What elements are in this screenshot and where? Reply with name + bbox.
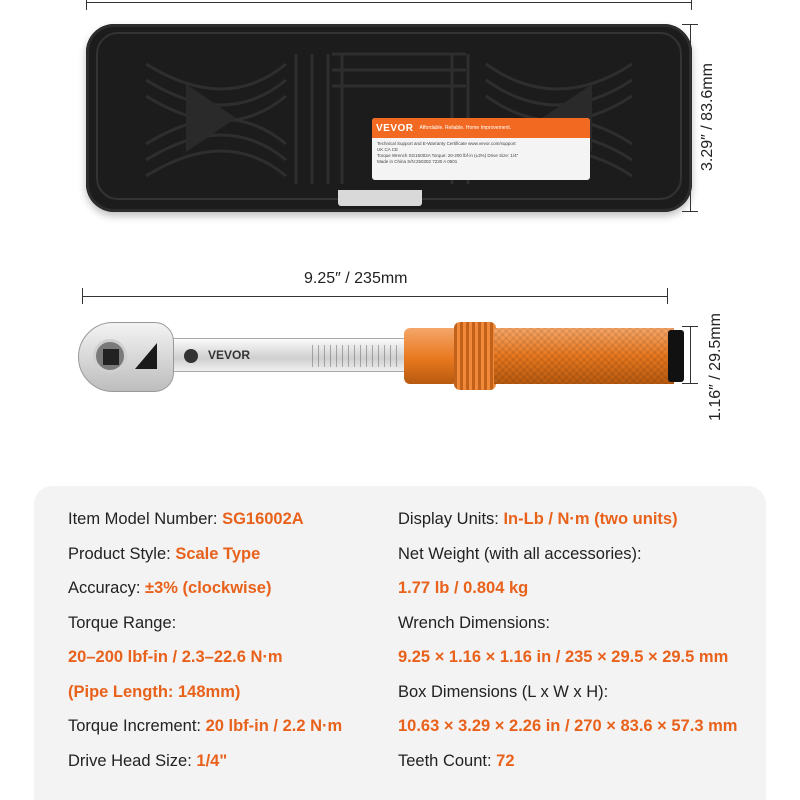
spec-value: 1/4" bbox=[196, 751, 228, 770]
handle-grip bbox=[494, 328, 674, 384]
spec-label: Wrench Dimensions: bbox=[398, 613, 550, 632]
storage-case bbox=[86, 24, 692, 212]
spec-card bbox=[34, 486, 766, 800]
spec-label: Torque Increment: bbox=[68, 717, 206, 735]
spec-row-left bbox=[68, 543, 260, 565]
knurled-ring bbox=[454, 322, 496, 390]
spec-label: Product Style: bbox=[68, 544, 176, 563]
box-height-dimension-line bbox=[690, 24, 691, 212]
case-clasp bbox=[338, 190, 422, 206]
spec-value: 72 bbox=[496, 751, 515, 770]
drive-square bbox=[103, 349, 119, 365]
spec-row-left bbox=[68, 508, 304, 530]
case-left-diamond bbox=[186, 84, 236, 152]
spec-row-left bbox=[68, 750, 227, 772]
wrench-shaft bbox=[172, 338, 408, 372]
direction-lever bbox=[135, 343, 157, 369]
label-line1: Torque Wrench SG16002A Torque: 20-200 lbf·in (±3%) Drive Size: 1/4" bbox=[377, 153, 519, 158]
wrench-length-dimension-line bbox=[82, 296, 668, 297]
spec-label: Drive Head Size: bbox=[68, 751, 197, 770]
spec-label: Accuracy: bbox=[68, 579, 146, 597]
label-tagline: Affordable. Reliable. Home Improvement. bbox=[419, 125, 512, 131]
spec-row-left bbox=[68, 681, 240, 703]
spec-row-right bbox=[398, 612, 550, 634]
case-product-label bbox=[372, 118, 590, 180]
spec-label: Net Weight (with all accessories): bbox=[398, 544, 642, 563]
label-line2: Made in China S/N:250302 7230 A 0501 bbox=[377, 159, 458, 164]
spec-label: Display Units: bbox=[398, 510, 504, 528]
spec-value: SG16002A bbox=[222, 510, 304, 528]
torque-scale bbox=[312, 345, 402, 367]
handle-endcap bbox=[668, 330, 684, 382]
spec-label: Torque Range: bbox=[68, 613, 177, 632]
spec-row-left bbox=[68, 715, 342, 737]
spec-label: Box Dimensions (L x W x H): bbox=[398, 682, 609, 701]
spec-row-right bbox=[398, 646, 728, 668]
spec-value: In-Lb / N·m (two units) bbox=[503, 510, 678, 528]
spec-label: Item Model Number: bbox=[68, 510, 223, 528]
spec-row-right bbox=[398, 681, 608, 703]
ratchet-head bbox=[78, 322, 174, 392]
spec-value: 9.25 × 1.16 × 1.16 in / 235 × 29.5 × 29.5 mm bbox=[398, 648, 729, 666]
wrench-diameter-label: 1.16″ / 29.5mm bbox=[707, 309, 725, 425]
spec-row-right bbox=[398, 750, 515, 772]
wrench-diameter-dimension-line bbox=[690, 326, 691, 384]
torque-wrench bbox=[76, 318, 686, 394]
label-band bbox=[372, 118, 590, 138]
spec-row-left bbox=[68, 577, 271, 599]
spec-value: 20 lbf-in / 2.2 N·m bbox=[205, 717, 343, 735]
spec-value: 1.77 lb / 0.804 kg bbox=[398, 579, 529, 597]
label-marks: UK CA CE bbox=[377, 147, 399, 152]
spec-row-right bbox=[398, 715, 737, 737]
spec-value: 20–200 lbf-in / 2.3–22.6 N·m bbox=[68, 648, 283, 666]
case-width-dimension-line bbox=[86, 2, 692, 3]
spec-row-left bbox=[68, 646, 283, 668]
spec-row-right bbox=[398, 508, 678, 530]
label-brand: VEVOR bbox=[376, 122, 414, 134]
wrench-brand: VEVOR bbox=[208, 348, 251, 362]
label-body bbox=[372, 138, 590, 168]
label-support: Technical Support and E-Warranty Certificate www.vevor.com/support bbox=[377, 141, 516, 146]
grip-texture bbox=[494, 328, 674, 384]
spec-value: (Pipe Length: 148mm) bbox=[68, 682, 241, 701]
box-height-label: 3.29″ / 83.6mm bbox=[699, 59, 717, 175]
spec-label: Teeth Count: bbox=[398, 751, 497, 770]
lock-collar bbox=[404, 328, 458, 384]
shaft-pin bbox=[184, 349, 198, 363]
spec-value: ±3% (clockwise) bbox=[145, 579, 272, 597]
wrench-length-label: 9.25″ / 235mm bbox=[300, 270, 412, 288]
spec-row-left bbox=[68, 612, 176, 634]
spec-row-right bbox=[398, 543, 642, 565]
spec-value: Scale Type bbox=[175, 544, 261, 563]
spec-value: 10.63 × 3.29 × 2.26 in / 270 × 83.6 × 57.3 mm bbox=[398, 717, 738, 735]
spec-row-right bbox=[398, 577, 528, 599]
